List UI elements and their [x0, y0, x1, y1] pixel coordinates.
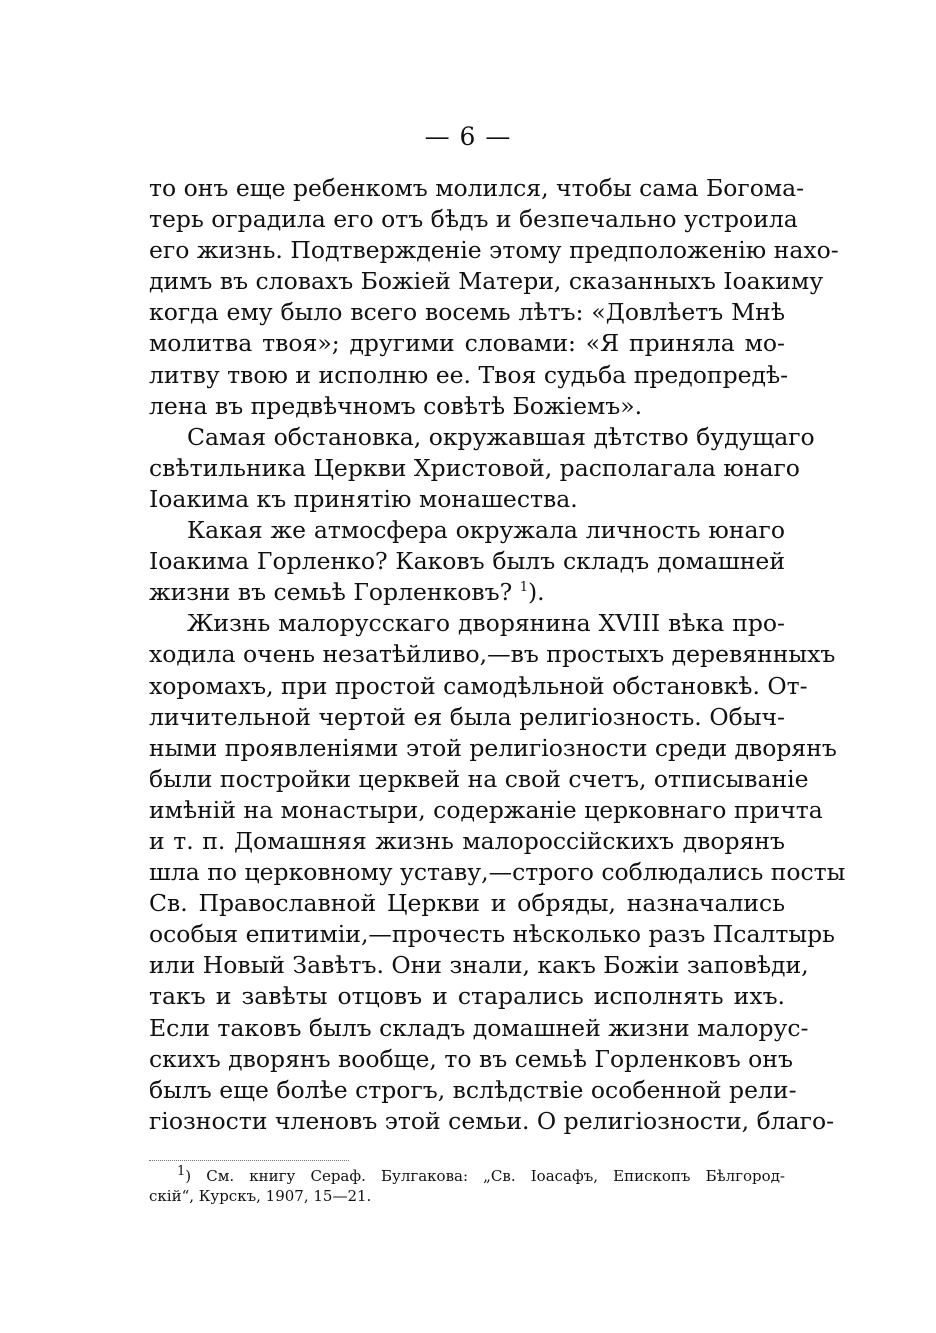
text-line: Іоакима къ принятію монашества.: [149, 484, 578, 513]
footnote: [149, 1166, 785, 1206]
text-line: имѣній на монастыри, содержаніе церковнаго причта: [149, 795, 823, 824]
text-line: терь оградила его отъ бѣдъ и безпечально устроила: [149, 205, 798, 234]
text-line: были постройки церквей на свой счетъ, отписываніе: [149, 764, 809, 793]
text-line: былъ еще болѣе строгъ, вслѣдствіе особенной рели-: [149, 1075, 797, 1104]
text-line: литву твою и исполню ее. Твоя судьба предопредѣ-: [149, 360, 789, 389]
text-line: Самая обстановка, окружавшая дѣтство будущаго: [187, 422, 815, 451]
text-line: скихъ дворянъ вообще, то въ семьѣ Горленковъ онъ: [149, 1044, 793, 1073]
page-number: — 6 —: [424, 122, 512, 151]
text-line: Жизнь малорусскаго дворянина XVIII вѣка про-: [187, 609, 785, 638]
footnote-divider: [149, 1160, 349, 1161]
text-line: когда ему было всего восемь лѣтъ: «Довлѣетъ Мнѣ: [149, 298, 785, 327]
text-line: личительной чертой ея была религіозность. Обыч-: [149, 702, 785, 731]
text-line: Какая же атмосфера окружала личность юнаго: [187, 516, 785, 545]
text-line-with-footnote-ref: [149, 577, 785, 608]
text-line: Св. Православной Церкви и обряды, назначались: [149, 889, 785, 918]
footnote-line: скій“, Курскъ, 1907, 15—21.: [149, 1187, 372, 1205]
text-line: лена въ предвѣчномъ совѣтѣ Божіемъ».: [149, 391, 643, 420]
text-line: или Новый Завѣтъ. Они знали, какъ Божіи заповѣди,: [149, 951, 809, 980]
footnote-marker: 1: [177, 1164, 186, 1179]
footnote-reference-tail: ).: [527, 578, 545, 607]
text-line: молитва твоя»; другими словами: «Я приняла мо-: [149, 329, 785, 358]
footnote-reference: 1: [519, 580, 528, 596]
text-line: Если таковъ былъ складъ домашней жизни малорус-: [149, 1013, 809, 1042]
text-line: и т. п. Домашняя жизнь малороссійскихъ дворянъ: [149, 826, 785, 855]
text-line: шла по церковному уставу,—строго соблюдались посты: [149, 858, 846, 887]
text-line: Іоакима Горленко? Каковъ былъ складъ домашней: [149, 547, 785, 576]
text-line: хоромахъ, при простой самодѣльной обстановкѣ. От-: [149, 671, 808, 700]
text-line: то онъ еще ребенкомъ молился, чтобы сама Богома-: [149, 174, 805, 202]
text-line: такъ и завѣты отцовъ и старались исполнять ихъ.: [149, 982, 785, 1011]
footnote-text: ) См. книгу Сераф. Булгакова: „Св. Іоасафъ, Епископъ Бѣлгород-: [185, 1167, 785, 1185]
text-line: особыя епитиміи,—прочесть нѣсколько разъ Псалтырь: [149, 920, 835, 949]
body-text: [149, 173, 846, 1137]
text-line: ходила очень незатѣйливо,—въ простыхъ деревянныхъ: [149, 640, 836, 669]
text-line: свѣтильника Церкви Христовой, располагала юнаго: [149, 453, 800, 482]
text-line: димъ въ словахъ Божіей Матери, сказанныхъ Іоакиму: [149, 267, 824, 296]
text-line: гіозности членовъ этой семьи. О религіозности, благо-: [149, 1106, 835, 1135]
text-line: его жизнь. Подтвержденіе этому предположенію нахо-: [149, 236, 839, 265]
text-line: ными проявленіями этой религіозности среди дворянъ: [149, 733, 837, 762]
footnote-line: [149, 1166, 785, 1186]
text-line-content: жизни въ семьѣ Горленковъ?: [149, 578, 513, 607]
